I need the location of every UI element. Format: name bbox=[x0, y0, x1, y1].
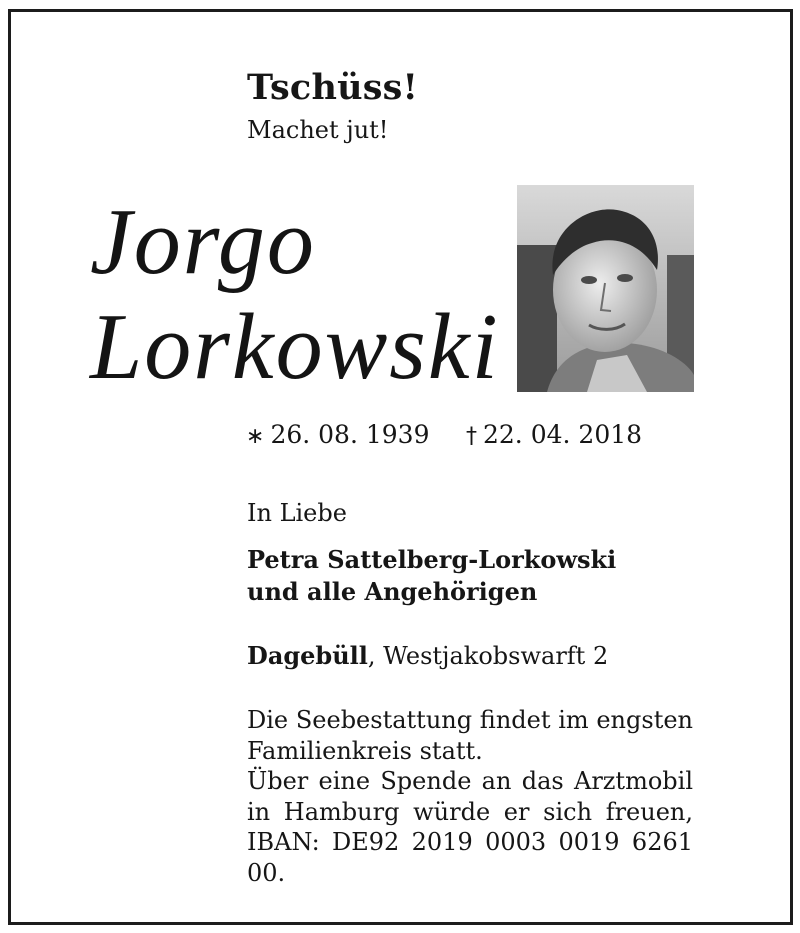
address bbox=[247, 640, 608, 672]
mourner-relatives: und alle Angehörigen bbox=[247, 577, 538, 606]
birth-star-icon: ∗ bbox=[246, 424, 265, 449]
notice-line: Familienkreis statt. bbox=[247, 736, 483, 765]
deceased-last-name: Lorkowski bbox=[90, 295, 500, 399]
death-dagger-icon: † bbox=[466, 424, 477, 449]
deceased-first-name: Jorgo bbox=[90, 190, 316, 294]
greeting-heading: Tschüss! bbox=[247, 67, 419, 108]
notice-line: Die Seebestattung findet im engsten bbox=[247, 706, 693, 734]
portrait-image bbox=[517, 185, 694, 392]
funeral-notice bbox=[247, 705, 693, 887]
birth-date bbox=[246, 422, 429, 448]
mourner-name: Petra Sattelberg-Lorkowski bbox=[247, 545, 617, 574]
address-street: Westjakobswarft 2 bbox=[383, 642, 609, 670]
address-separator: , bbox=[367, 642, 376, 670]
death-date-value: 22. 04. 2018 bbox=[483, 420, 643, 449]
death-date bbox=[466, 422, 642, 448]
notice-line: in Hamburg würde er sich freuen, bbox=[247, 797, 693, 826]
address-town: Dagebüll bbox=[247, 641, 368, 670]
notice-line: IBAN: DE92 2019 0003 0019 6261 00. bbox=[247, 828, 693, 887]
portrait-photo bbox=[517, 185, 694, 392]
notice-line: Über eine Spende an das Arztmobil bbox=[247, 767, 693, 795]
mourners-intro: In Liebe bbox=[247, 499, 347, 527]
birth-date-value: 26. 08. 1939 bbox=[270, 420, 430, 449]
subgreeting: Machet jut! bbox=[247, 116, 389, 144]
